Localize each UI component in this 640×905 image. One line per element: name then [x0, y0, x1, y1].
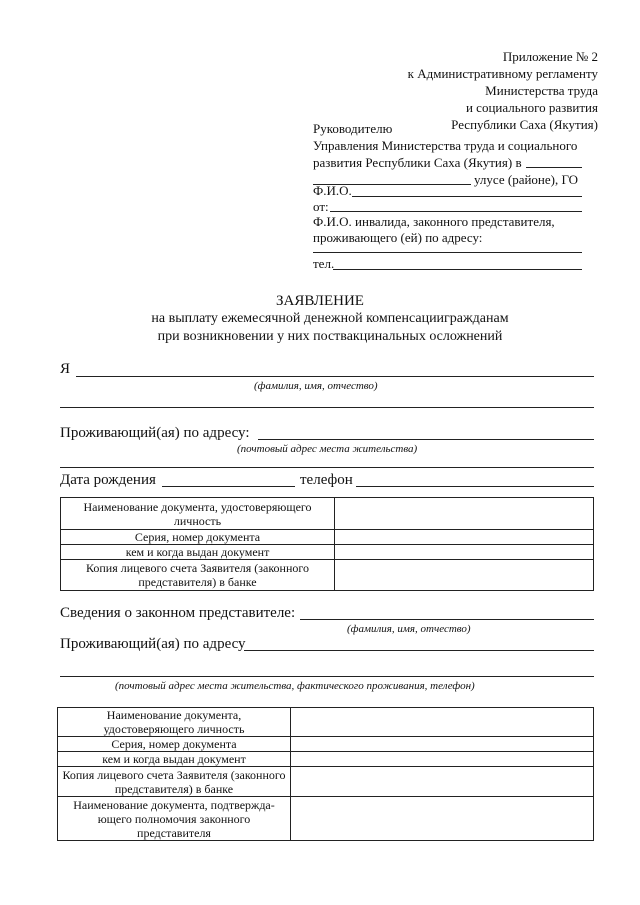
table-cell-label: Наименование документа, удостоверяющего личность	[58, 708, 291, 737]
applicant-name-line-2[interactable]	[60, 407, 594, 408]
fio-label: Ф.И.О.	[313, 183, 352, 198]
addressee-line: Ф.И.О. инвалида, законного представителя,	[313, 214, 555, 229]
table-cell-value[interactable]	[335, 498, 594, 530]
address-hint: (почтовый адрес места жительства)	[237, 443, 418, 455]
address-label: Проживающий(ая) по адресу:	[60, 425, 250, 441]
address-line[interactable]	[258, 439, 594, 440]
rep-name-line[interactable]	[300, 619, 594, 620]
address-field-line[interactable]	[313, 252, 582, 253]
addressee-line: улусе (районе), ГО	[474, 172, 579, 187]
table-cell-label: кем и когда выдан документ	[61, 545, 335, 560]
rep-doc-table	[57, 707, 594, 841]
table-row	[61, 498, 594, 530]
rep-address-line[interactable]	[244, 650, 594, 651]
addressee-line: Руководителю	[313, 121, 393, 136]
table-cell-label: Серия, номер документа	[61, 530, 335, 545]
table-row	[61, 560, 594, 591]
phone-label: телефон	[300, 472, 353, 488]
from-field-line[interactable]	[330, 211, 582, 212]
rep-fio-hint: (фамилия, имя, отчество)	[347, 623, 471, 635]
table-cell-label: Копия лицевого счета Заявителя (законного представителя) в банке	[61, 560, 335, 591]
rep-address-label: Проживающий(ая) по адресу	[60, 636, 246, 652]
dob-line[interactable]	[162, 486, 295, 487]
applicant-name-line[interactable]	[76, 376, 594, 377]
appendix-line: Республики Саха (Якутия)	[451, 117, 598, 132]
rep-label: Сведения о законном представителе:	[60, 605, 296, 621]
fio-field-line[interactable]	[352, 196, 582, 197]
appendix-line: Министерства труда	[485, 83, 598, 98]
document-title: ЗАЯВЛЕНИЕ	[276, 293, 364, 309]
appendix-line: и социального развития	[465, 100, 598, 115]
address-line-2[interactable]	[60, 467, 594, 468]
appendix-line: к Административному регламенту	[407, 66, 598, 81]
table-cell-value[interactable]	[335, 560, 594, 591]
addressee-line: развития Республики Саха (Якутия) в	[313, 155, 522, 170]
document-subtitle: при возникновении у них поствакцинальных осложнений	[157, 329, 503, 344]
table-cell-value[interactable]	[335, 545, 594, 560]
table-cell-value[interactable]	[291, 737, 594, 752]
addressee-line: Управления Министерства труда и социального	[313, 138, 578, 153]
phone-line[interactable]	[356, 486, 594, 487]
table-cell-value[interactable]	[291, 767, 594, 797]
table-cell-value[interactable]	[291, 752, 594, 767]
table-row	[58, 767, 594, 797]
table-cell-label: Серия, номер документа	[58, 737, 291, 752]
tel-label: тел.	[313, 256, 335, 271]
appendix-line: Приложение № 2	[502, 49, 598, 64]
table-cell-label: Наименование документа, подтвержда-ющего полномочия законного представителя	[58, 797, 291, 841]
addressee-line: проживающего (ей) по адресу:	[313, 230, 483, 245]
from-label: от:	[313, 199, 329, 214]
tel-field-line[interactable]	[333, 269, 582, 270]
table-cell-label: Наименование документа, удостоверяющего личность	[61, 498, 335, 530]
table-cell-label: кем и когда выдан документ	[58, 752, 291, 767]
table-row	[61, 545, 594, 560]
applicant-doc-table	[60, 497, 594, 591]
dob-label: Дата рождения	[60, 472, 156, 488]
table-row	[58, 708, 594, 737]
table-row	[58, 797, 594, 841]
rep-address-line-2[interactable]	[60, 676, 594, 677]
ulus-field-line[interactable]	[526, 167, 582, 168]
table-row	[58, 737, 594, 752]
ya-label: Я	[60, 361, 71, 377]
table-cell-value[interactable]	[291, 708, 594, 737]
table-cell-value[interactable]	[335, 530, 594, 545]
document-subtitle: на выплату ежемесячной денежной компенсациигражданам	[151, 311, 509, 326]
rep-address-hint: (почтовый адрес места жительства, фактического проживания, телефон)	[115, 680, 475, 692]
table-row	[58, 752, 594, 767]
table-cell-value[interactable]	[291, 797, 594, 841]
table-row	[61, 530, 594, 545]
table-cell-label: Копия лицевого счета Заявителя (законного представителя) в банке	[58, 767, 291, 797]
appendix-block	[408, 48, 598, 133]
fio-hint: (фамилия, имя, отчество)	[254, 380, 378, 392]
